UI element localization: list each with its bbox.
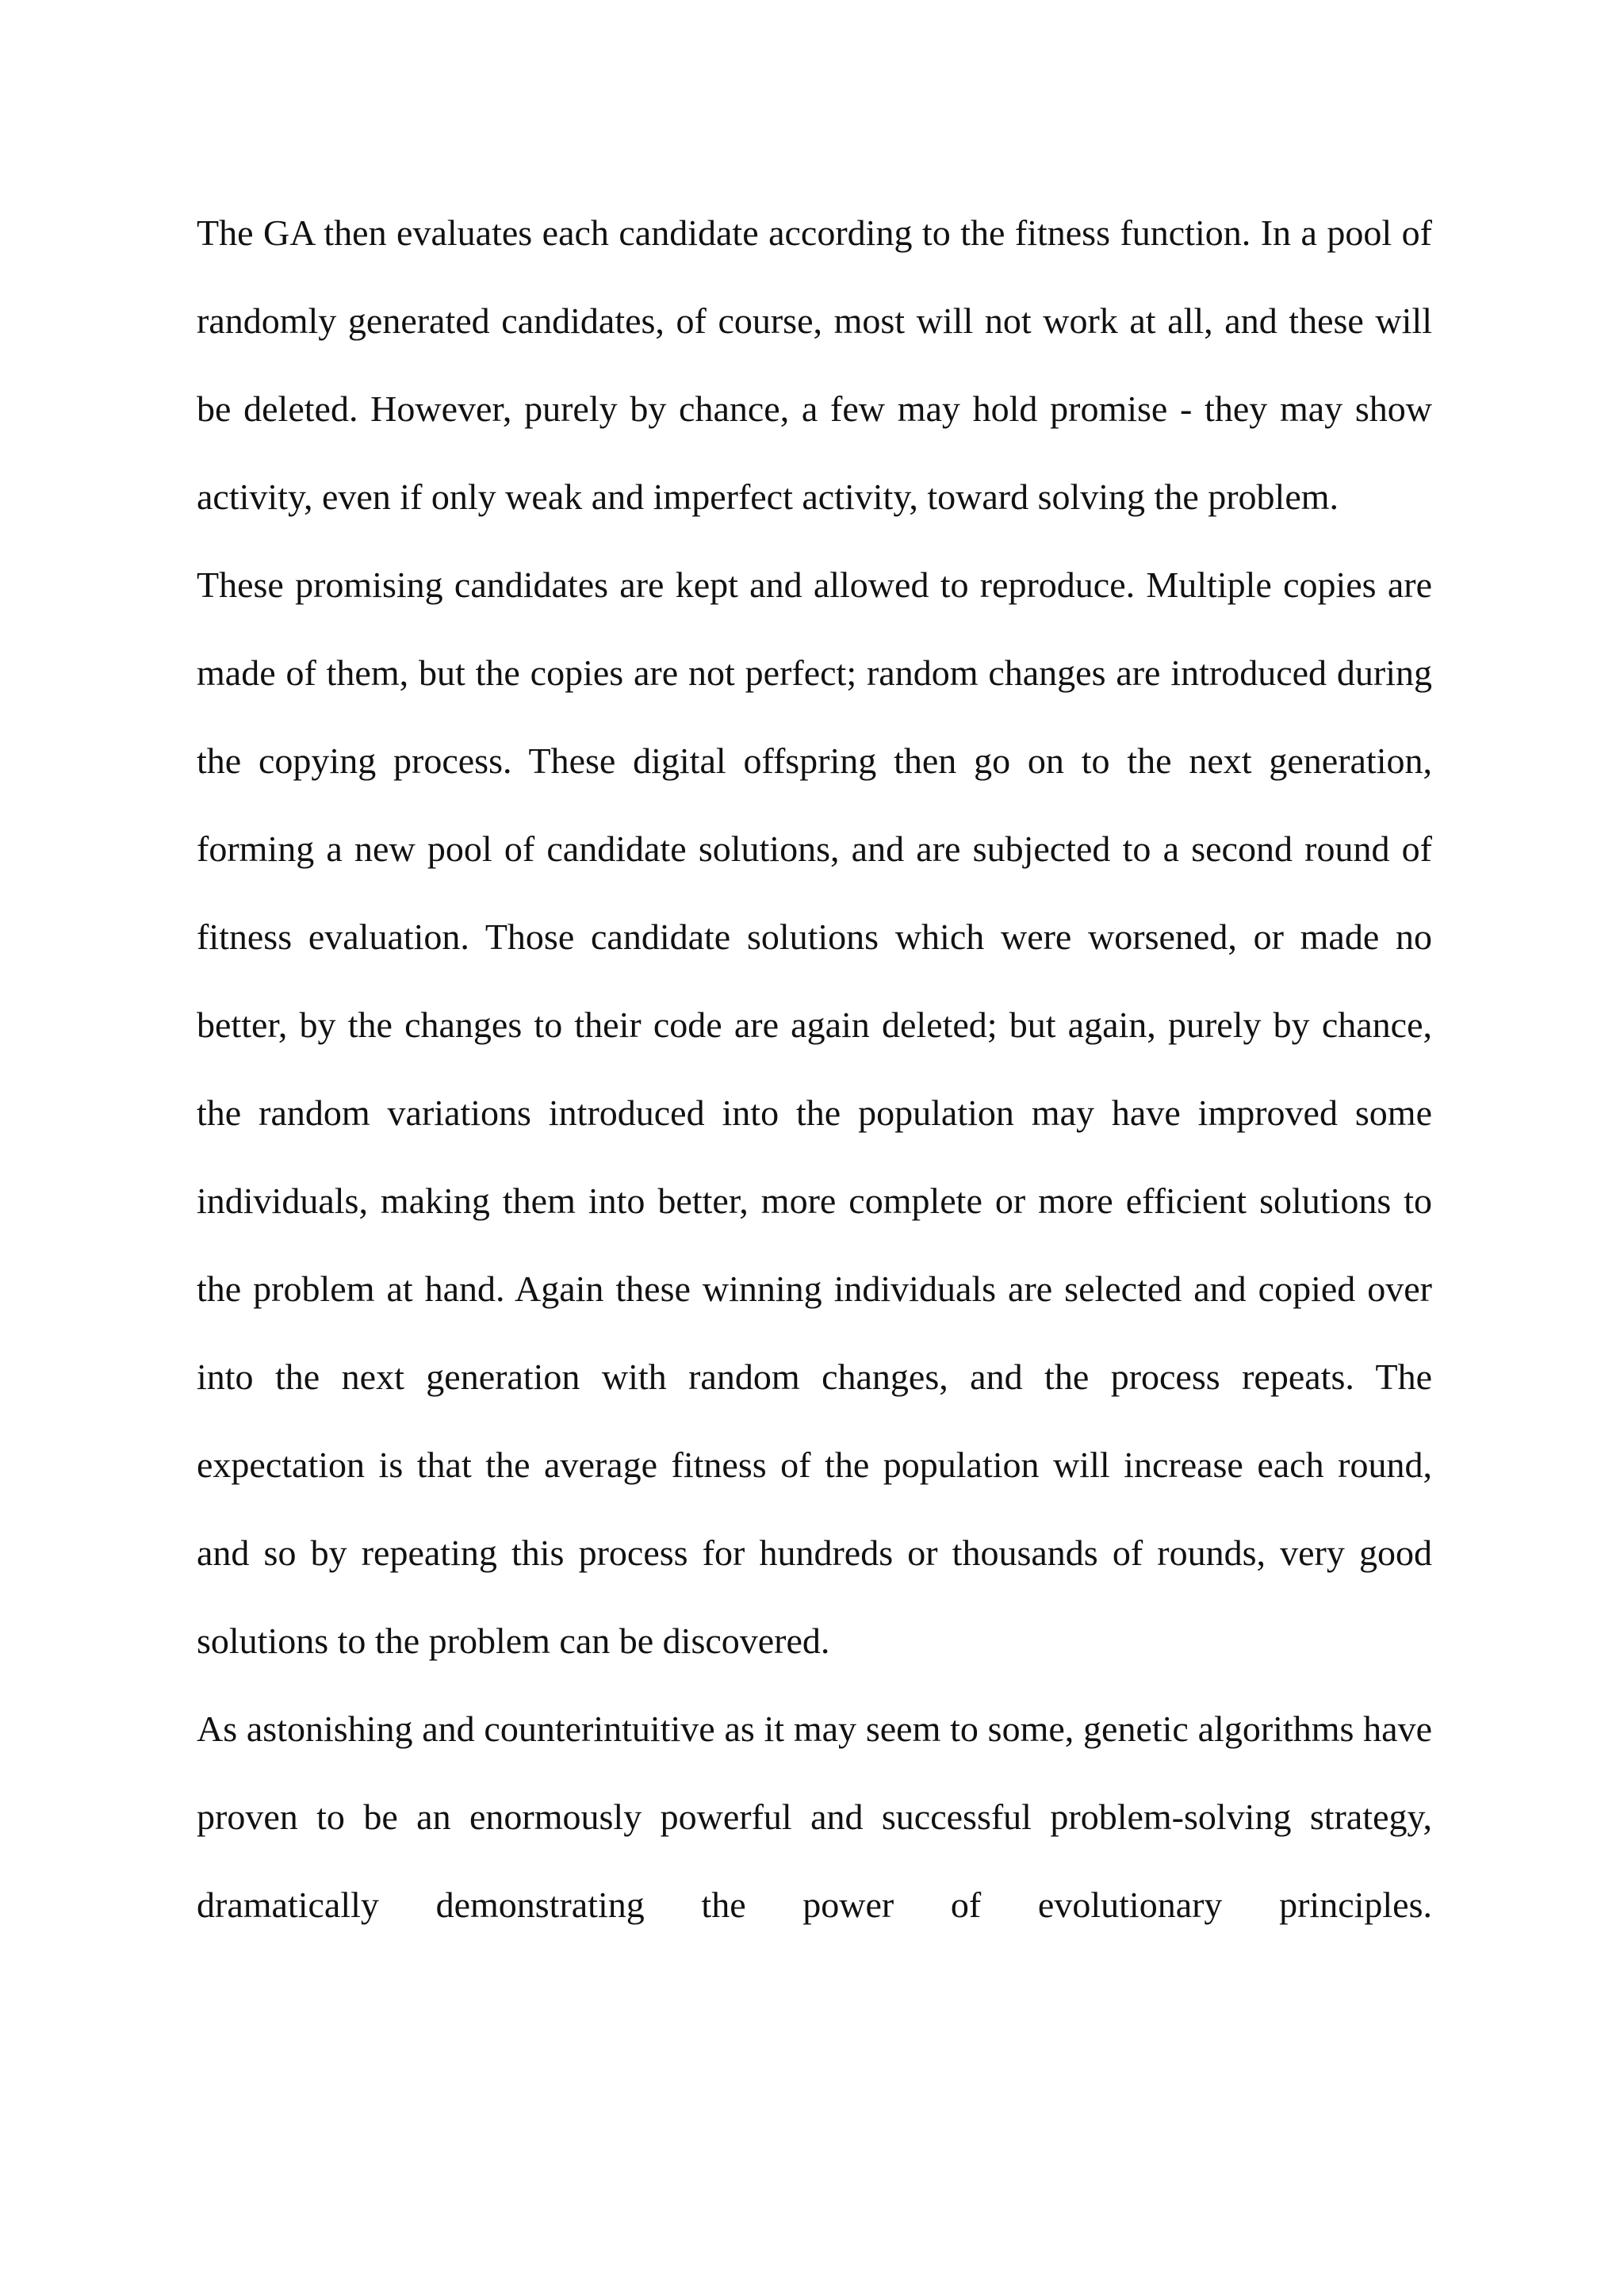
document-page [197,189,1432,1949]
paragraph-conclusion: As astonishing and counterintuitive as it may seem to some, genetic algorithms have proven to be an enormously powerful and successful problem-solving strategy, dramatically demonstrating the power of evolutionary principles. [197,1709,1432,1925]
paragraph-fitness-evaluation: The GA then evaluates each candidate according to the fitness function. In a pool of randomly generated candidates, of course, most will not work at all, and these will be deleted. However, purely by chance, a few may hold promise - they may show activity, even if only weak and imperfect activity, toward solving the problem. [197,212,1432,517]
paragraph-reproduction: These promising candidates are kept and allowed to reproduce. Multiple copies are made of them, but the copies are not perfect; random changes are introduced during the copying process. These digital offspring then go on to the next generation, forming a new pool of candidate solutions, and are subjected to a second round of fitness evaluation. Those candidate solutions which were worsened, or made no better, by the changes to their code are again deleted; but again, purely by chance, the random variations introduced into the population may have improved some individuals, making them into better, more complete or more efficient solutions to the problem at hand. Again these winning individuals are selected and copied over into the next generation with random changes, and the process repeats. The expectation is that the average fitness of the population will increase each round, and so by repeating this process for hundreds or thousands of rounds, very good solutions to the problem can be discovered. [197,564,1432,1661]
